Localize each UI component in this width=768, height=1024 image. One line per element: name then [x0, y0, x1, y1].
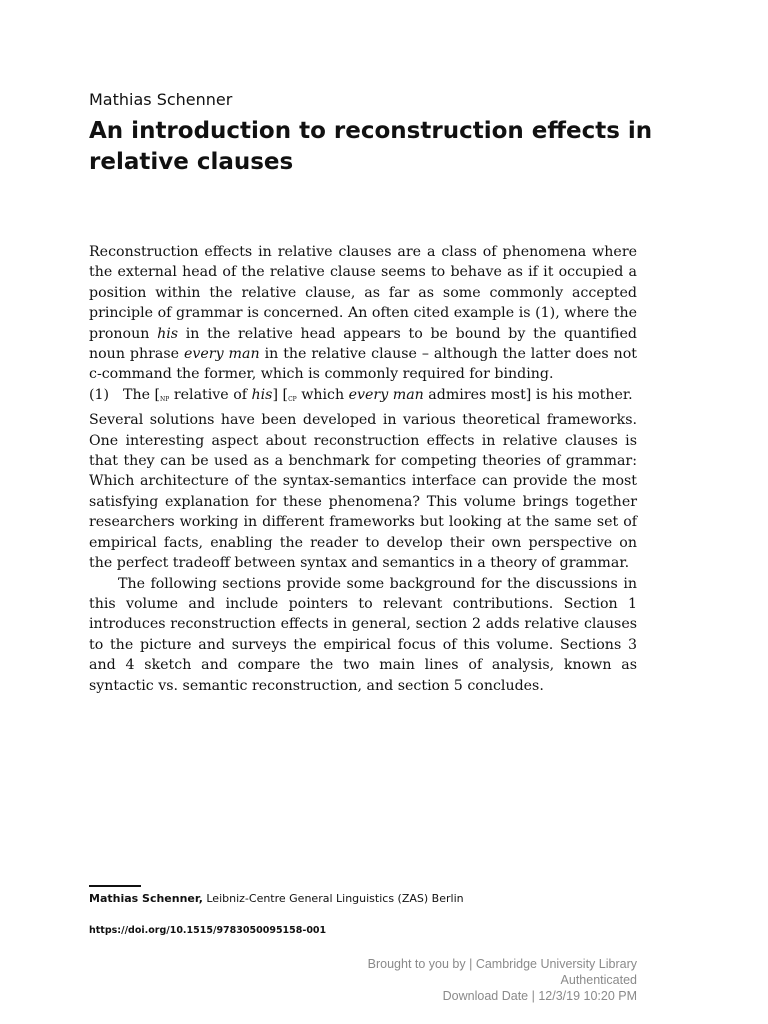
stamp-line-3: Download Date | 12/3/19 10:20 PM: [442, 989, 637, 1003]
cp-subscript: CP: [288, 395, 297, 403]
paragraph-3: The following sections provide some background for the discussions in this volume and include pointers to relevant contributions. Section 1 introduces reconstruction effects in general, section 2 adds relative clauses to the picture and surveys the empirical focus of this volume. Sections 3 and 4 sketch and compare the two main lines of analysis, known as syntactic vs. semantic reconstruction, and section 5 concludes.: [89, 575, 637, 694]
doi-link[interactable]: https://doi.org/10.1515/9783050095158-001: [89, 925, 327, 936]
np-subscript: NP: [160, 395, 170, 403]
stamp-line-1: Brought to you by | Cambridge University Library: [367, 957, 637, 971]
paper-title: An introduction to reconstruction effects in relative clauses: [89, 118, 653, 175]
p1-his: his: [157, 325, 179, 342]
affiliation-author: Mathias Schenner,: [89, 892, 203, 905]
download-stamp: [368, 956, 637, 1004]
example-number: (1): [89, 386, 110, 403]
example-1: [89, 385, 637, 410]
paragraph-2: Several solutions have been developed in various theoretical frameworks. One interesting aspect about reconstruction effects in relative clauses is that they can be used as a benchmark for competing theories of grammar: Which architecture of the syntax-semantics interface can provide the most satisfying explanation for these phenomena? This volume brings together researchers working in different frameworks but looking at the same set of empirical facts, enabling the reader to develop their own perspective on the perfect tradeoff between syntax and semantics in a theory of grammar.: [89, 412, 637, 572]
example-text-5: admires most] is his mother.: [423, 386, 633, 403]
p1-every-man: every man: [184, 346, 260, 363]
p1-text-c: in the relative clause – although the latter does not c-command the former, which is commonly required for binding.: [89, 346, 637, 383]
example-text-4: which: [296, 386, 349, 403]
stamp-line-2: Authenticated: [560, 973, 637, 987]
example-text-1: The [: [123, 386, 161, 403]
example-text-2: relative of: [169, 386, 252, 403]
example-every-man: every man: [348, 386, 424, 403]
p1-text-a: Reconstruction effects in relative clauses are a class of phenomena where the external head of the relative clause seems to behave as if it occupied a position within the relative clause, as far as some commonly accepted principle of grammar is concerned. An often cited example is (1), where the pronoun: [89, 244, 637, 342]
body-text: [89, 242, 637, 696]
example-his: his: [251, 386, 273, 403]
author-affiliation: [89, 892, 464, 905]
affiliation-text: Leibniz-Centre General Linguistics (ZAS) Berlin: [202, 892, 464, 905]
footnote-rule: [89, 885, 141, 887]
example-text-3: ] [: [272, 386, 289, 403]
paragraph-1: [89, 242, 637, 385]
p1-text-b: in the relative head appears to be bound by the quantified noun phrase: [89, 325, 638, 363]
author-name: Mathias Schenner: [89, 90, 233, 109]
